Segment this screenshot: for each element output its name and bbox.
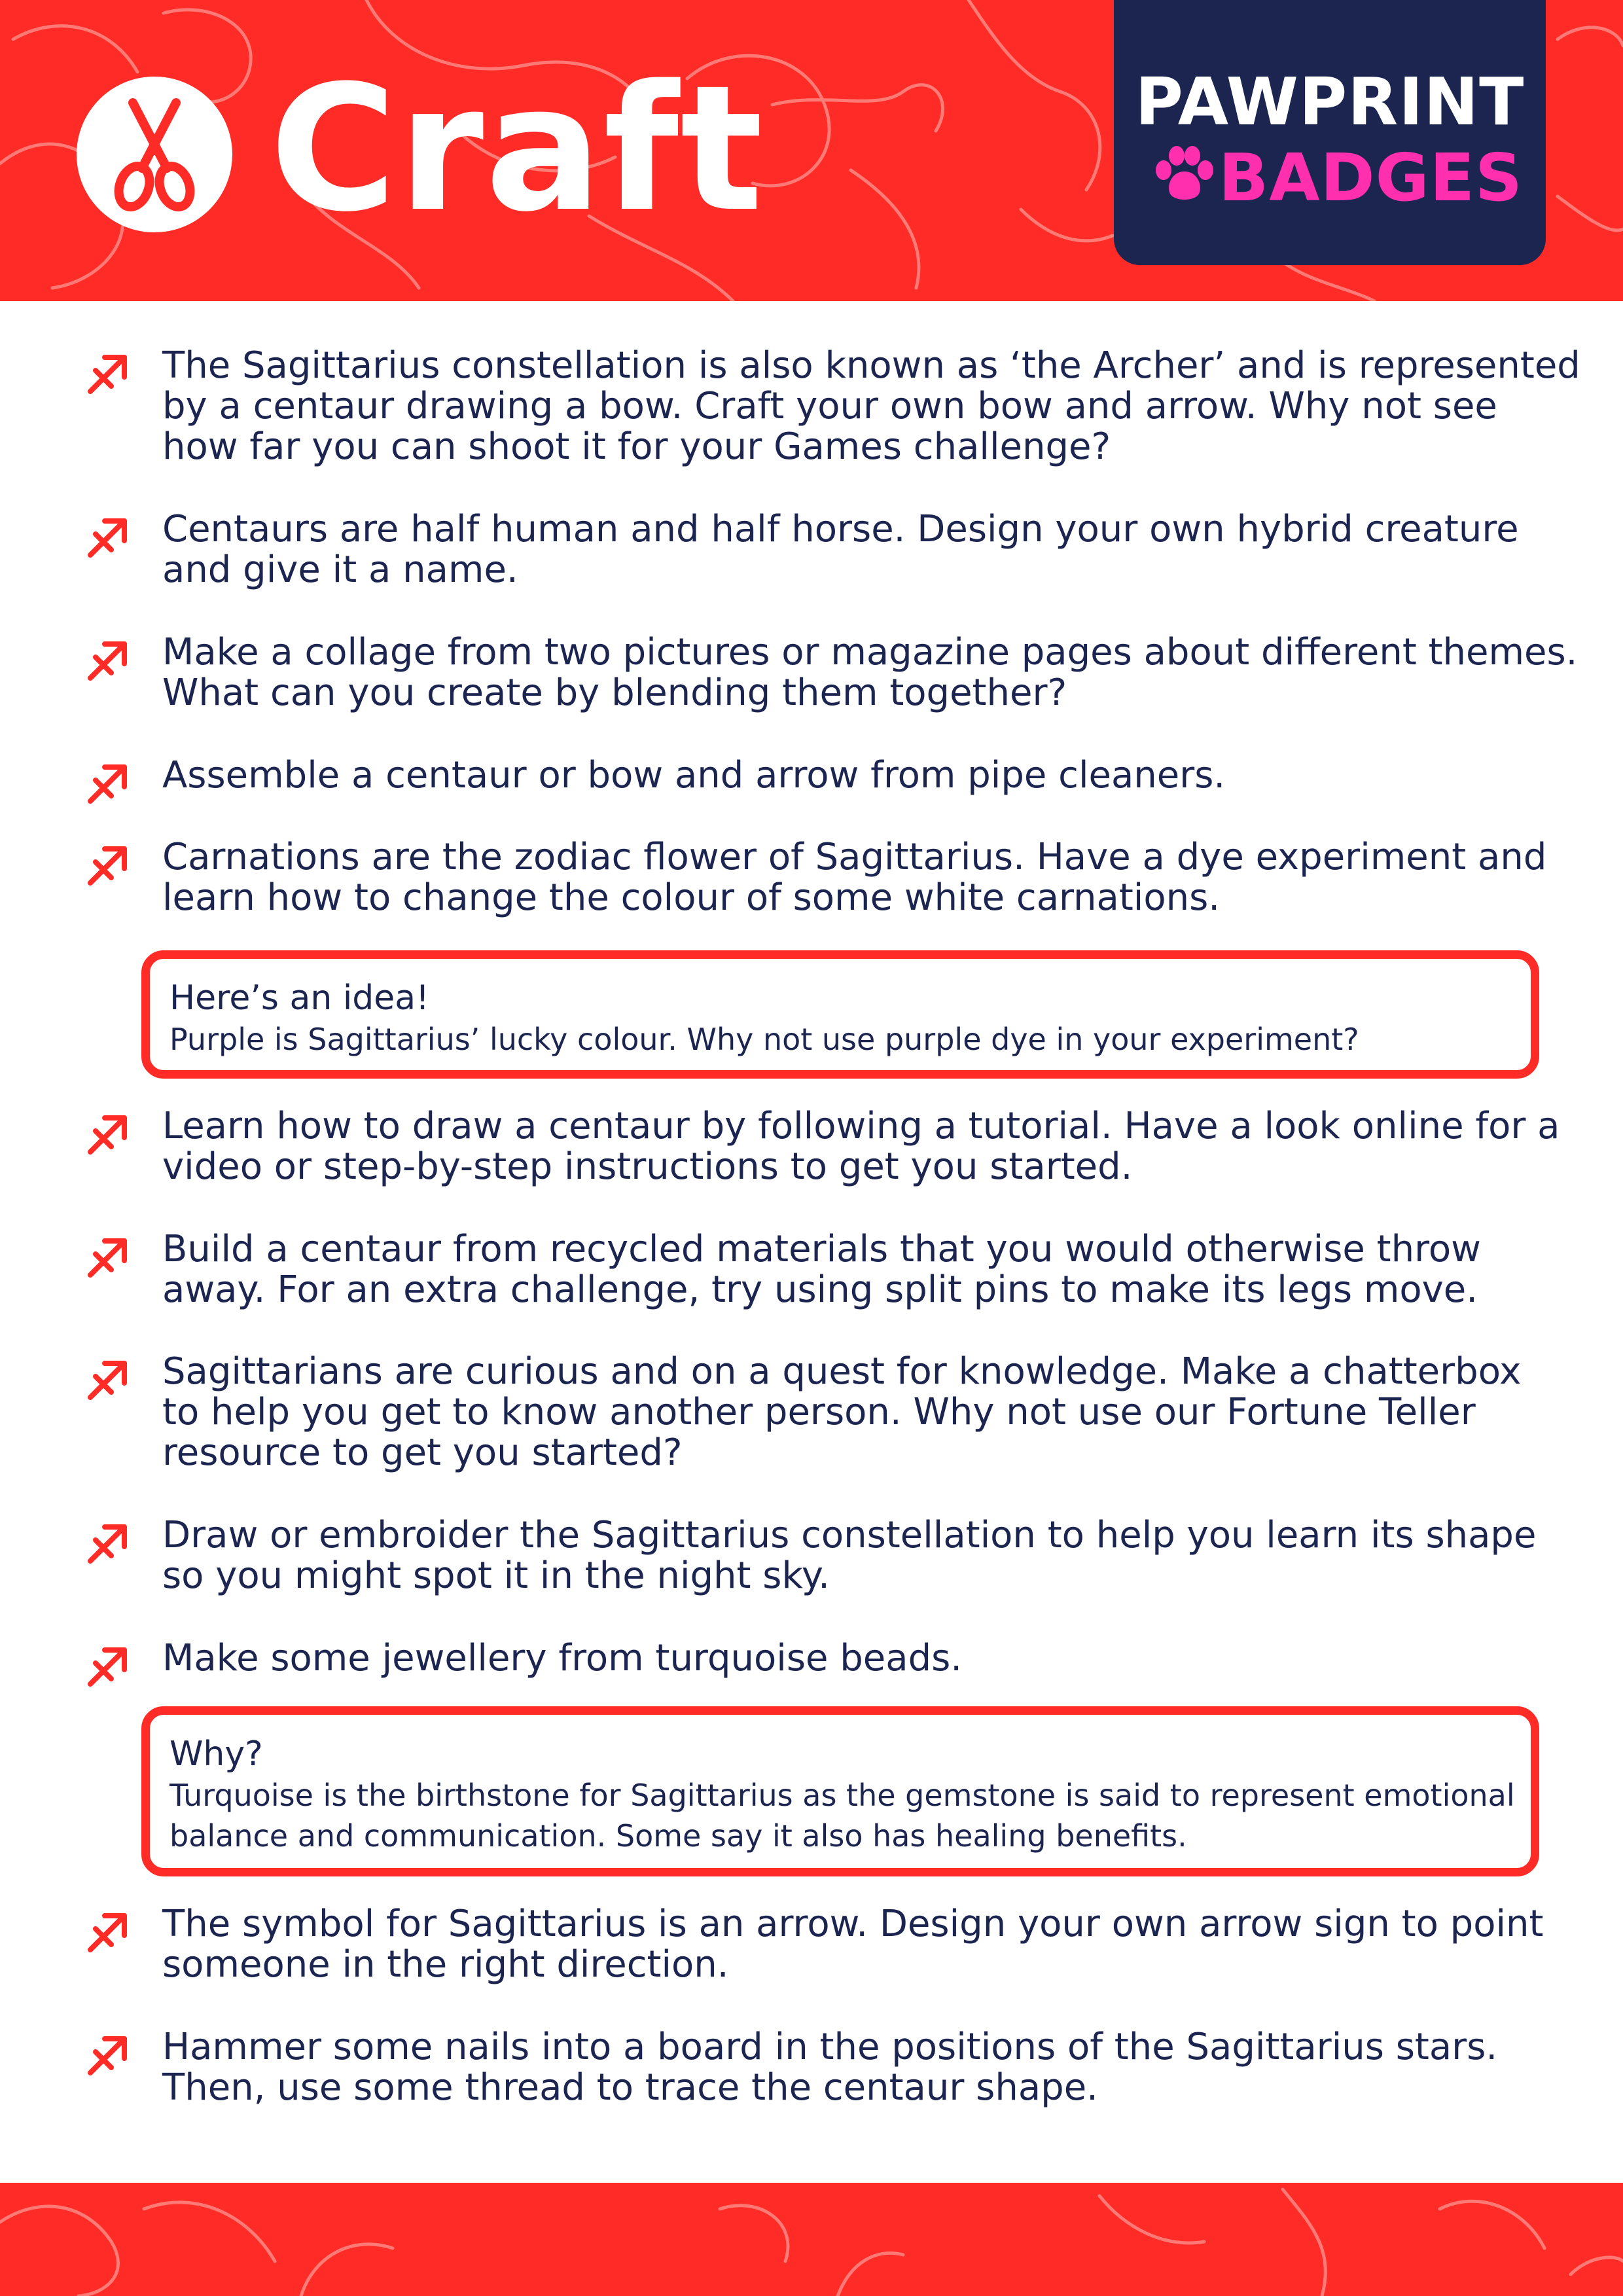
callout-box: [141, 1706, 1539, 1876]
list-item-text: The Sagittarius constellation is also known as ‘the Archer’ and is represented by a centaur drawing a bow. Craft your own bow and arrow. Why not see how far you can shoot it for your Games challenge?: [162, 344, 1580, 468]
list-item-text: Centaurs are half human and half horse. Design your own hybrid creature and give it a name.: [162, 508, 1519, 591]
callout-box: [141, 950, 1539, 1079]
paw-icon: [1152, 145, 1217, 204]
list-item-text: Hammer some nails into a board in the positions of the Sagittarius stars. Then, use some thread to trace the centaur shape.: [162, 2026, 1498, 2109]
scissors-badge: [77, 77, 232, 232]
header-banner: [0, 0, 1623, 301]
sagittarius-arrow-icon: [85, 1909, 131, 1955]
list-item-text: Sagittarians are curious and on a quest for knowledge. Make a chatterbox to help you get to know another person. Why not use our Fortune Teller resource to get you started?: [162, 1350, 1522, 1474]
list-item-text: Draw or embroider the Sagittarius constellation to help you learn its shape so you might spot it in the night sky.: [162, 1514, 1537, 1597]
sagittarius-arrow-icon: [85, 842, 131, 888]
footer-banner: [0, 2183, 1623, 2296]
sagittarius-arrow-icon: [85, 1234, 131, 1280]
list-item-text: Make some jewellery from turquoise beads.: [162, 1637, 963, 1679]
logo-text-badges: BADGES: [1219, 139, 1524, 216]
sagittarius-arrow-icon: [85, 1643, 131, 1689]
callout-body: Purple is Sagittarius’ lucky colour. Why not use purple dye in your experiment?: [169, 1022, 1359, 1057]
scissors-icon: [77, 77, 232, 232]
sagittarius-arrow-icon: [85, 351, 131, 397]
callout-title: Here’s an idea!: [169, 978, 429, 1018]
sagittarius-arrow-icon: [85, 1111, 131, 1157]
callout-body: Turquoise is the birthstone for Sagittarius as the gemstone is said to represent emotional balance and communication. Some say it also has healing benefits.: [169, 1778, 1515, 1854]
list-item-text: Assemble a centaur or bow and arrow from pipe cleaners.: [162, 754, 1226, 797]
page-title: Craft: [270, 48, 764, 250]
list-item-text: Learn how to draw a centaur by following a tutorial. Have a look online for a video or step-by-step instructions to get you started.: [162, 1105, 1560, 1188]
sagittarius-arrow-icon: [85, 637, 131, 683]
sagittarius-arrow-icon: [85, 514, 131, 560]
sagittarius-arrow-icon: [85, 2032, 131, 2078]
logo-text-pawprint: PAWPRINT: [1135, 63, 1525, 140]
pawprint-badges-logo: [1114, 0, 1546, 265]
doodle-pattern: [0, 2183, 1623, 2296]
list-item-text: Carnations are the zodiac flower of Sagittarius. Have a dye experiment and learn how to change the colour of some white carnations.: [162, 836, 1547, 919]
list-item-text: Make a collage from two pictures or magazine pages about different themes. What can you create by blending them together?: [162, 631, 1578, 714]
sagittarius-arrow-icon: [85, 1520, 131, 1566]
sagittarius-arrow-icon: [85, 1357, 131, 1403]
list-item-text: The symbol for Sagittarius is an arrow. Design your own arrow sign to point someone in the right direction.: [162, 1903, 1544, 1986]
list-item-text: Build a centaur from recycled materials that you would otherwise throw away. For an extra challenge, try using split pins to make its legs move.: [162, 1228, 1481, 1311]
sagittarius-arrow-icon: [85, 761, 131, 806]
callout-title: Why?: [169, 1734, 263, 1774]
